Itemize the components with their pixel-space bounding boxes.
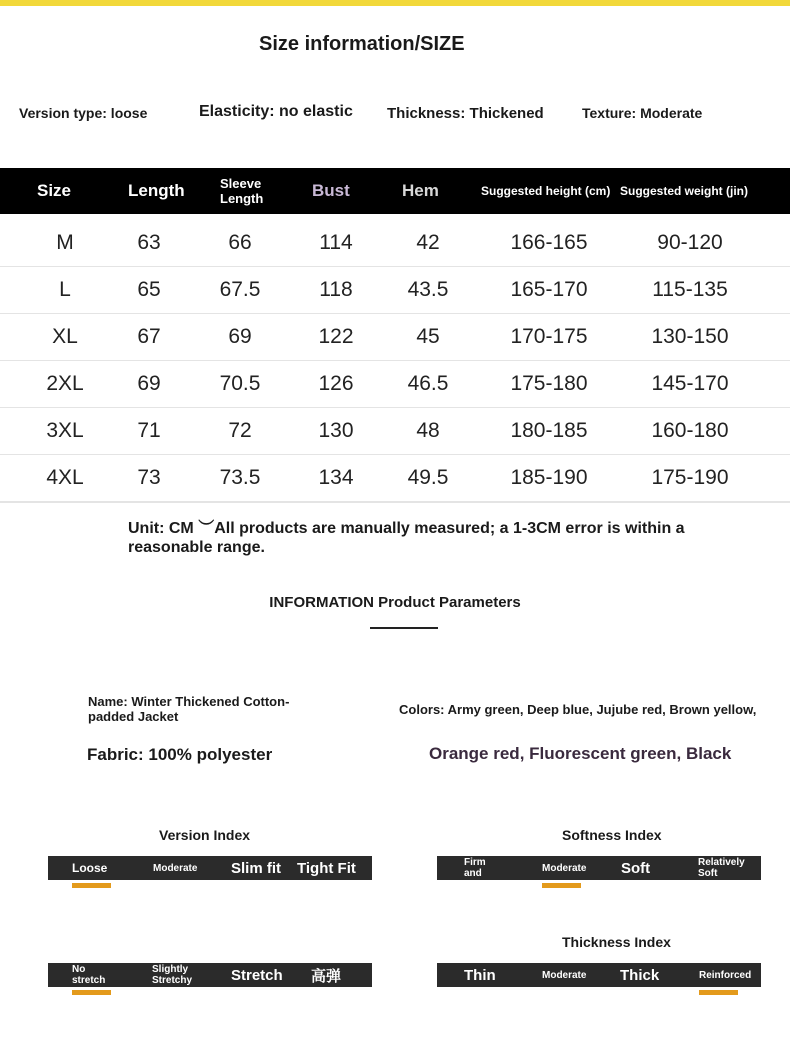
table-cell: 65 xyxy=(137,278,161,301)
version-type-attr: Version type: loose xyxy=(19,105,148,121)
table-cell: 45 xyxy=(416,325,440,348)
table-cell: 49.5 xyxy=(407,466,449,489)
table-cell: 145-170 xyxy=(651,372,729,395)
table-cell: L xyxy=(59,278,71,301)
thickness-option-reinforced: Reinforced xyxy=(699,969,752,981)
section-title: INFORMATION Product Parameters xyxy=(269,594,521,611)
table-row xyxy=(0,455,790,503)
thickness-attr: Thickness: Thickened xyxy=(387,105,544,122)
table-row xyxy=(0,314,790,362)
header-length: Length xyxy=(128,181,185,200)
table-cell: 67 xyxy=(137,325,161,348)
table-cell: 166-165 xyxy=(510,231,588,254)
table-cell: 130 xyxy=(318,419,354,442)
header-suggested-height: Suggested height (cm) xyxy=(481,184,611,198)
table-row xyxy=(0,220,790,268)
softness-option-firm: Firm and xyxy=(464,857,486,879)
section-underline xyxy=(370,627,438,629)
page-title: Size information/SIZE xyxy=(259,33,465,55)
table-cell: 126 xyxy=(318,372,354,395)
table-cell: 67.5 xyxy=(219,278,261,301)
softness-index-bar xyxy=(437,856,761,880)
table-row xyxy=(0,267,790,315)
table-cell: 170-175 xyxy=(510,325,588,348)
version-option-slim: Slim fit xyxy=(231,859,282,877)
table-cell: 185-190 xyxy=(510,466,588,489)
elasticity-index-marker xyxy=(72,990,111,995)
table-cell: 115-135 xyxy=(652,278,728,301)
top-accent-bar xyxy=(0,0,790,6)
elasticity-option-stretch: Stretch xyxy=(231,966,283,984)
elasticity-option-no-stretch: No stretch xyxy=(72,964,106,986)
thickness-option-thick: Thick xyxy=(620,966,660,984)
size-table-header xyxy=(0,168,790,214)
product-fabric: Fabric: 100% polyester xyxy=(87,745,273,764)
table-cell: 134 xyxy=(318,466,354,489)
table-cell: 42 xyxy=(416,231,440,254)
table-cell: 63 xyxy=(137,231,161,254)
table-cell: 114 xyxy=(319,231,353,254)
thickness-option-thin: Thin xyxy=(464,966,496,984)
elasticity-option-high: 高弹 xyxy=(311,967,342,985)
table-cell: 73.5 xyxy=(219,466,261,489)
thickness-option-moderate: Moderate xyxy=(542,969,587,981)
table-cell: 118 xyxy=(319,278,353,301)
table-cell: 66 xyxy=(228,231,252,254)
texture-attr: Texture: Moderate xyxy=(582,105,703,121)
thickness-index-title: Thickness Index xyxy=(562,934,671,950)
table-row xyxy=(0,361,790,409)
table-cell: 3XL xyxy=(46,419,84,442)
table-cell: 122 xyxy=(318,325,354,348)
version-option-loose: Loose xyxy=(72,860,108,875)
table-cell: M xyxy=(56,231,74,254)
table-cell: 70.5 xyxy=(219,372,261,395)
softness-option-relatively-soft: Relatively Soft xyxy=(698,857,745,879)
table-cell: 160-180 xyxy=(651,419,729,442)
product-colors-line1: Colors: Army green, Deep blue, Jujube red, Brown yellow, xyxy=(399,702,757,717)
version-index-bar xyxy=(48,856,372,880)
table-cell: 48 xyxy=(416,419,440,442)
table-cell: 43.5 xyxy=(407,278,449,301)
header-hem: Hem xyxy=(402,181,439,200)
elasticity-option-slightly: Slightly Stretchy xyxy=(152,964,193,986)
table-cell: 2XL xyxy=(46,372,84,395)
table-cell: 130-150 xyxy=(651,325,729,348)
table-row xyxy=(0,408,790,456)
version-option-moderate: Moderate xyxy=(153,862,198,874)
table-cell: 175-190 xyxy=(651,466,729,489)
version-index-marker xyxy=(72,883,111,888)
product-colors-line2: Orange red, Fluorescent green, Black xyxy=(429,744,732,763)
table-cell: 90-120 xyxy=(657,231,723,254)
table-cell: 69 xyxy=(137,372,161,395)
elasticity-attr: Elasticity: no elastic xyxy=(199,103,353,120)
measurement-note: Unit: CM ︶All products are manually measured; a 1-3CM error is within a reasonable range. xyxy=(128,520,685,556)
thickness-index-marker xyxy=(699,990,738,995)
table-cell: XL xyxy=(52,325,78,348)
table-cell: 71 xyxy=(137,419,161,442)
table-cell: 180-185 xyxy=(510,419,588,442)
table-cell: 175-180 xyxy=(510,372,588,395)
table-cell: 165-170 xyxy=(510,278,588,301)
table-cell: 73 xyxy=(137,466,161,489)
table-cell: 4XL xyxy=(46,466,84,489)
version-index-title: Version Index xyxy=(159,827,251,843)
softness-option-soft: Soft xyxy=(621,859,651,877)
table-cell: 46.5 xyxy=(407,372,449,395)
product-name: Name: Winter Thickened Cotton-padded Jacket xyxy=(88,694,290,724)
table-cell: 69 xyxy=(228,325,252,348)
softness-index-title: Softness Index xyxy=(562,827,662,843)
thickness-index-bar xyxy=(437,963,761,987)
softness-index-marker xyxy=(542,883,581,888)
softness-option-moderate: Moderate xyxy=(542,862,587,874)
version-option-tight: Tight Fit xyxy=(297,859,356,877)
header-size: Size xyxy=(37,181,72,200)
table-cell: 72 xyxy=(228,419,252,442)
header-sleeve-length: Sleeve Length xyxy=(220,176,264,206)
header-suggested-weight: Suggested weight (jin) xyxy=(620,184,748,198)
elasticity-index-bar xyxy=(48,963,372,987)
header-bust: Bust xyxy=(312,181,350,200)
